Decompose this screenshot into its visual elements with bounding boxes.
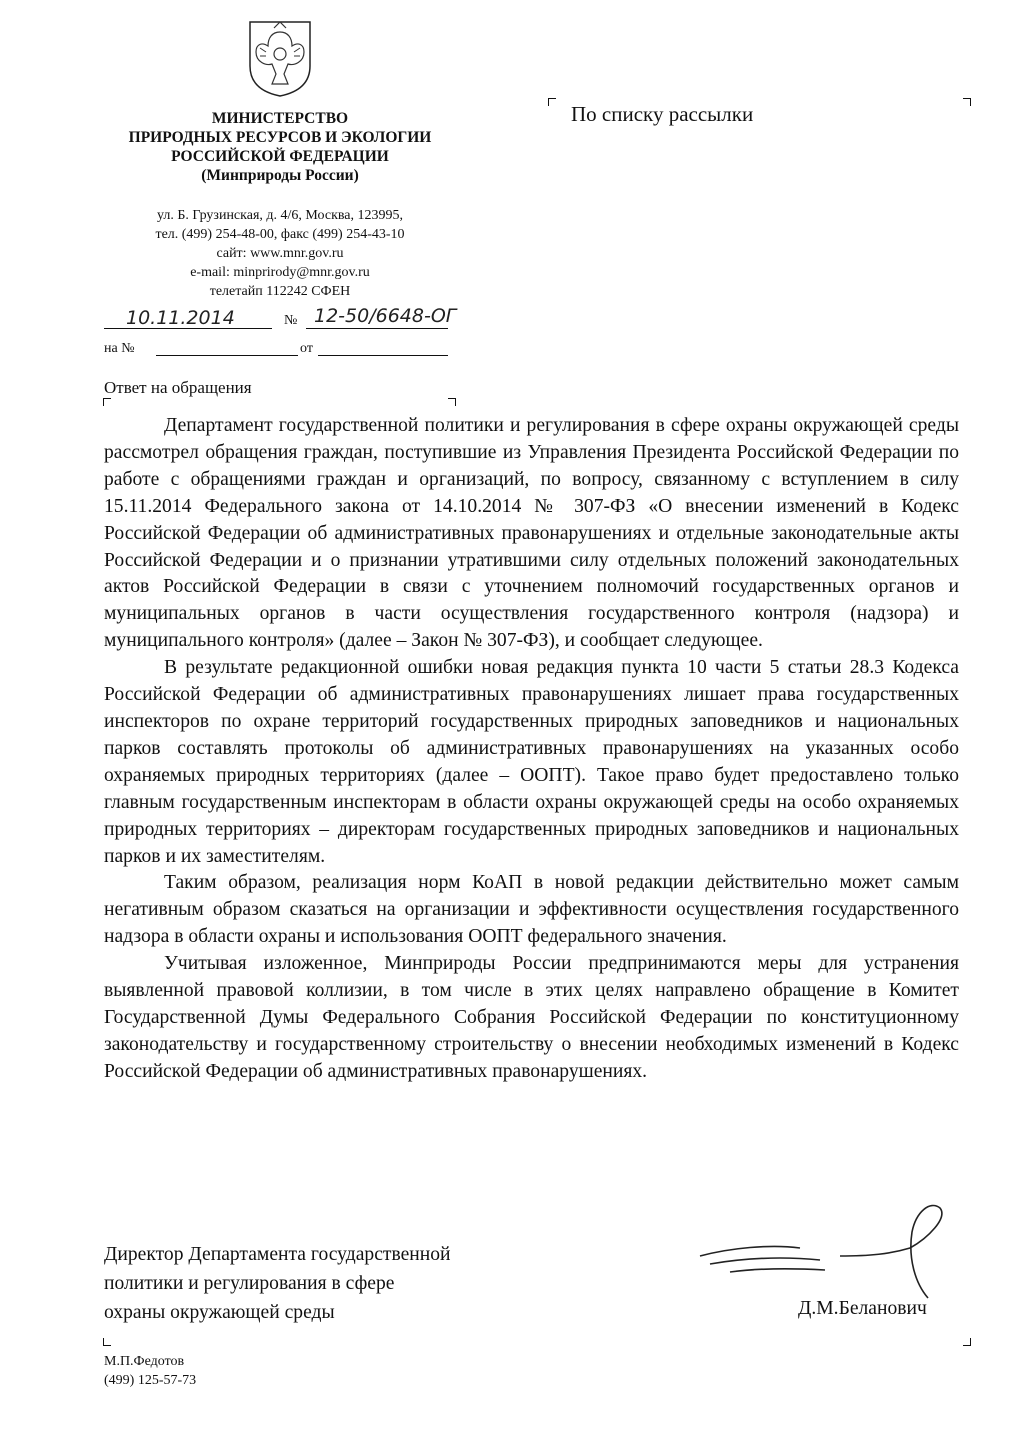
recipient: По списку рассылки <box>571 102 754 126</box>
ref-number-prefix: на № <box>104 341 135 356</box>
handwritten-signature <box>690 1198 960 1308</box>
document-number: 12-50/6648-ОГ <box>314 305 457 327</box>
position-line: Директор Департамента государственной <box>104 1244 451 1265</box>
subject-corner-left <box>103 398 111 406</box>
email-line: e-mail: minprirody@mnr.gov.ru <box>190 265 370 280</box>
signatory-position <box>104 1240 451 1327</box>
teletype-line: телетайп 112242 СФЕН <box>209 284 351 299</box>
document-date: 10.11.2014 <box>126 307 235 329</box>
body-paragraph: Учитывая изложенное, Минприроды России предпринимаются меры для устранения выявленной правовой коллизии, в том числе в этих целях направлено обращение в Комитет Государственной Думы Федерального Собрания Российской Федерации по конституционному законодательству и государственному строительству о внесении необходимых изменений в Кодекс Российской Федерации об административных правонарушениях. <box>104 953 959 1082</box>
footer-corner-right <box>963 1338 971 1346</box>
contact-block <box>100 206 460 301</box>
letter-body <box>104 413 959 1086</box>
ref-from-label: от <box>300 341 313 356</box>
footer-corner-left <box>103 1338 111 1346</box>
executor-name: М.П.Федотов <box>104 1354 185 1369</box>
ministry-line: МИНИСТЕРСТВО <box>211 110 349 127</box>
executor-block <box>104 1352 196 1390</box>
recipient-corner-left <box>548 98 556 106</box>
position-line: охраны окружающей среды <box>104 1302 335 1323</box>
website-line: сайт: www.mnr.gov.ru <box>216 246 344 261</box>
ministry-name <box>100 109 460 185</box>
ministry-line: ПРИРОДНЫХ РЕСУРСОВ И ЭКОЛОГИИ <box>128 129 432 146</box>
subject-line: Ответ на обращения <box>104 378 252 397</box>
address-line: ул. Б. Грузинская, д. 4/6, Москва, 123995, <box>156 208 404 223</box>
signatory-name: Д.М.Беланович <box>798 1298 927 1319</box>
recipient-corner-right <box>963 98 971 106</box>
number-prefix: № <box>284 313 298 328</box>
body-paragraph: Департамент государственной политики и регулирования в сфере охраны окружающей среды рассмотрел обращения граждан, поступившие из Управления Президента Российской Федерации по работе с обращениями граждан и организаций, по вопросу, связанному с вступлением в силу 15.11.2014 Федерального закона от 14.10.2014 № 307-ФЗ «О внесении изменений в Кодекс Российской Федерации об административных правонарушениях и отдельные законодательные акты Российской Федерации и о признании утратившими силу отдельных положений законодательных актов Российской Федерации в связи с уточнением полномочий государственных органов и муниципальных органов в части осуществления государственного контроля (надзора) и муниципального контроля» (далее – Закон № 307-ФЗ), и сообщает следующее. <box>104 415 959 652</box>
coat-of-arms-emblem <box>246 18 314 98</box>
ministry-line: РОССИЙСКОЙ ФЕДЕРАЦИИ <box>171 148 389 165</box>
ref-number-underline <box>156 355 298 356</box>
position-line: политики и регулирования в сфере <box>104 1273 395 1294</box>
body-paragraph: Таким образом, реализация норм КоАП в новой редакции действительно может самым негативным образом сказаться на организации и эффективности осуществления государственного надзора в области охраны и использования ООПТ федерального значения. <box>104 872 959 948</box>
number-underline <box>306 328 448 329</box>
executor-phone: (499) 125-57-73 <box>104 1373 197 1388</box>
subject-corner-right <box>448 398 456 406</box>
phone-fax-line: тел. (499) 254-48-00, факс (499) 254-43-10 <box>155 227 405 242</box>
ref-date-underline <box>318 355 448 356</box>
body-paragraph: В результате редакционной ошибки новая редакция пункта 10 части 5 статьи 28.3 Кодекса Российской Федерации об административных правонарушениях лишает права государственных инспекторов по охране территорий государственных природных заповедников и национальных парков составлять протоколы об административных правонарушениях на указанных особо охраняемых природных территориях (далее – ООПТ). Такое право будет предоставлено только главным государственным инспекторам в области охраны окружающей среды на особо охраняемых природных территориях – директорам государственных природных заповедников и национальных парков и их заместителям. <box>104 657 959 867</box>
ministry-short-name: (Минприроды России) <box>201 167 359 184</box>
